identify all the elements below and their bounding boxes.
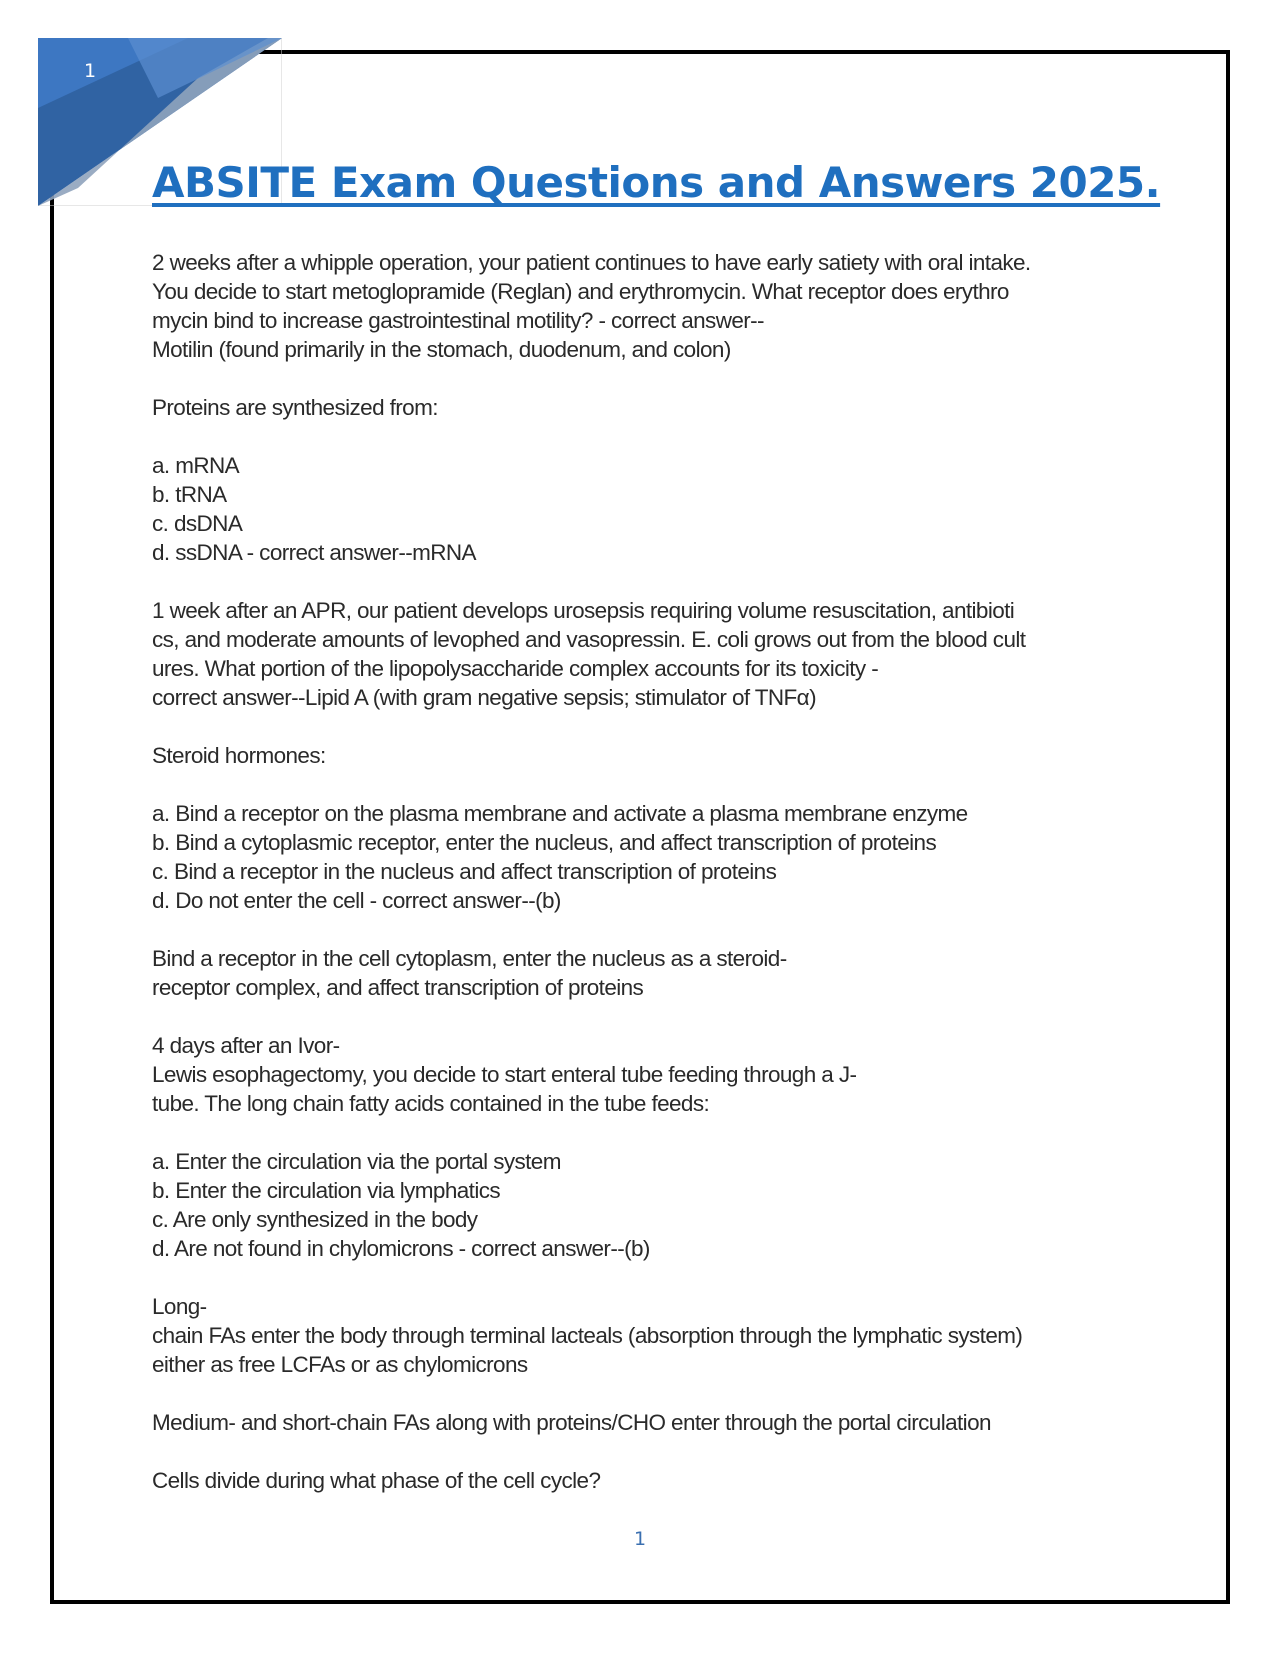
footer-page-number: 1 — [633, 1528, 647, 1550]
text-line: Lewis esophagectomy, you decide to start enteral tube feeding through a J- — [152, 1062, 857, 1087]
paragraph — [152, 1466, 1142, 1495]
paragraph — [152, 1292, 1142, 1379]
text-line: ures. What portion of the lipopolysaccharide complex accounts for its toxicity - — [152, 656, 879, 681]
text-line: c. Are only synthesized in the body — [152, 1207, 478, 1232]
text-line: 1 week after an APR, our patient develops urosepsis requiring volume resuscitation, antibioti — [152, 598, 1015, 623]
text-line: c. dsDNA — [152, 511, 243, 536]
text-line: b. tRNA — [152, 482, 227, 507]
text-line: b. Bind a cytoplasmic receptor, enter the nucleus, and affect transcription of proteins — [152, 830, 937, 855]
text-line: Steroid hormones: — [152, 743, 326, 768]
paragraph — [152, 248, 1142, 364]
text-line: Medium- and short-chain FAs along with proteins/CHO enter through the portal circulation — [152, 1410, 991, 1435]
text-line: Motilin (found primarily in the stomach, duodenum, and colon) — [152, 337, 731, 362]
text-line: d. ssDNA - correct answer--mRNA — [152, 540, 476, 565]
text-line: Proteins are synthesized from: — [152, 395, 438, 420]
paragraph — [152, 741, 1142, 770]
paragraph — [152, 393, 1142, 422]
text-line: a. Bind a receptor on the plasma membrane and activate a plasma membrane enzyme — [152, 801, 968, 826]
text-line: cs, and moderate amounts of levophed and vasopressin. E. coli grows out from the blood cult — [152, 627, 1026, 652]
text-line: receptor complex, and affect transcription of proteins — [152, 975, 644, 1000]
text-line: chain FAs enter the body through terminal lacteals (absorption through the lymphatic system) — [152, 1323, 1023, 1348]
text-line: You decide to start metoglopramide (Reglan) and erythromycin. What receptor does erythro — [152, 279, 1009, 304]
text-line: 4 days after an Ivor- — [152, 1033, 340, 1058]
text-line: 2 weeks after a whipple operation, your patient continues to have early satiety with oral intake. — [152, 250, 1031, 275]
text-line: correct answer--Lipid A (with gram negative sepsis; stimulator of TNFα) — [152, 685, 816, 710]
text-line: Cells divide during what phase of the cell cycle? — [152, 1468, 601, 1493]
text-line: a. mRNA — [152, 453, 240, 478]
paragraph — [152, 1031, 1142, 1118]
text-line: b. Enter the circulation via lymphatics — [152, 1178, 501, 1203]
text-line: d. Are not found in chylomicrons - correct answer--(b) — [152, 1236, 650, 1261]
text-line: Long- — [152, 1294, 207, 1319]
document-title: ABSITE Exam Questions and Answers 2025. — [152, 158, 1161, 207]
paragraph — [152, 1408, 1142, 1437]
text-line: Bind a receptor in the cell cytoplasm, enter the nucleus as a steroid- — [152, 946, 787, 971]
text-line: tube. The long chain fatty acids contained in the tube feeds: — [152, 1091, 710, 1116]
text-line: either as free LCFAs or as chylomicrons — [152, 1352, 528, 1377]
paragraph — [152, 596, 1142, 712]
document-body — [152, 248, 1142, 1524]
paragraph — [152, 799, 1142, 915]
text-line: a. Enter the circulation via the portal system — [152, 1149, 561, 1174]
corner-page-number: 1 — [84, 60, 97, 82]
paragraph — [152, 451, 1142, 567]
text-line: c. Bind a receptor in the nucleus and affect transcription of proteins — [152, 859, 777, 884]
text-line: mycin bind to increase gastrointestinal motility? - correct answer-- — [152, 308, 764, 333]
paragraph — [152, 944, 1142, 1002]
text-line: d. Do not enter the cell - correct answer--(b) — [152, 888, 561, 913]
paragraph — [152, 1147, 1142, 1263]
